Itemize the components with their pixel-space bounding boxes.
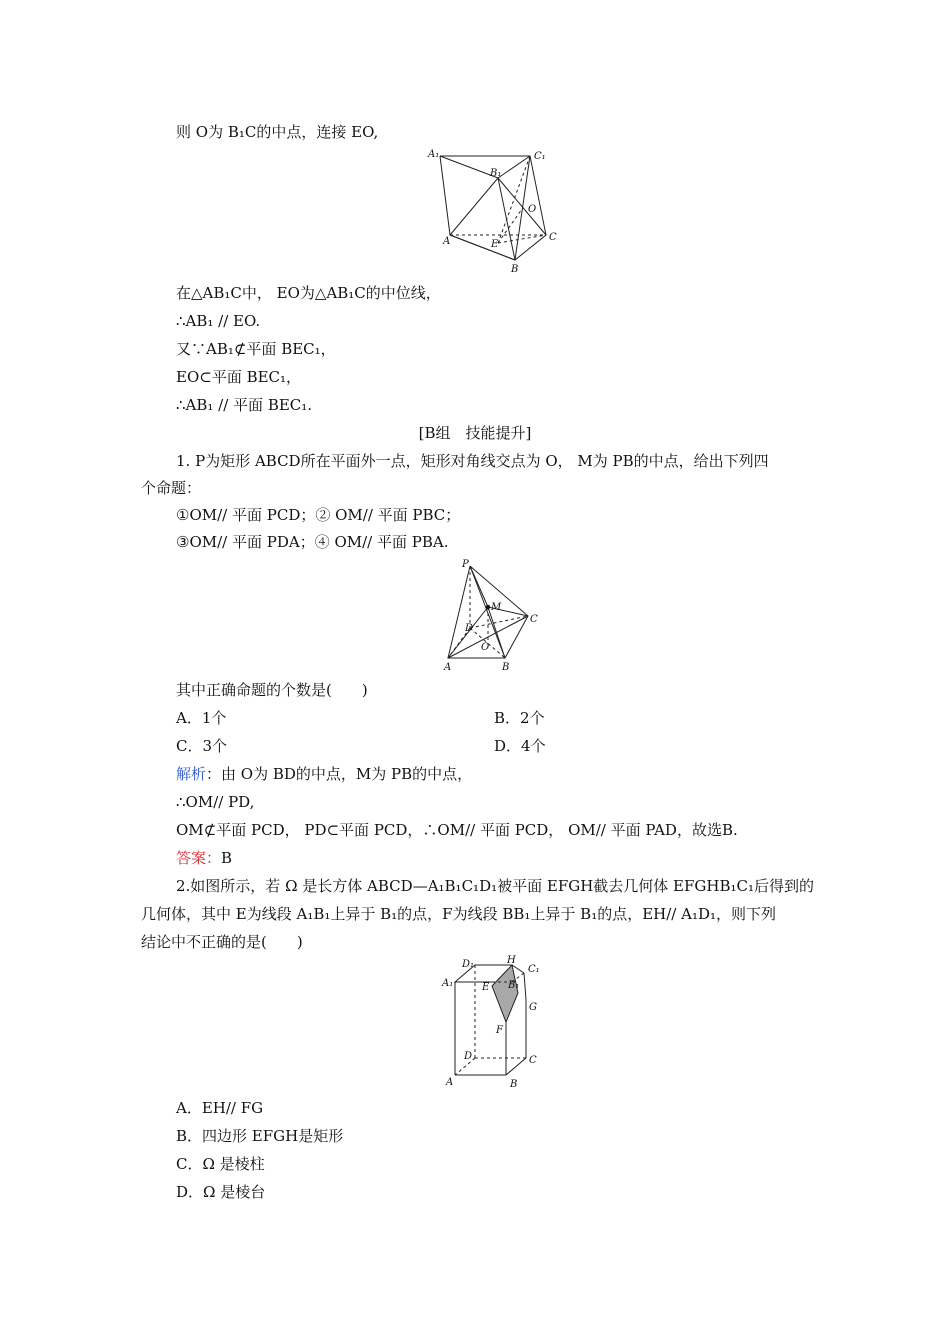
q1-stem-cont: 个命题：: [141, 479, 202, 497]
label-A: A: [444, 662, 452, 673]
label-C1: C₁: [534, 151, 546, 162]
label-C1: C₁: [528, 964, 540, 975]
label-B: B: [510, 1079, 518, 1090]
label-C: C: [529, 1055, 537, 1066]
label-D1: D₁: [462, 959, 475, 970]
label-E: E: [491, 239, 499, 250]
label-B: B: [511, 264, 519, 275]
label-A1: A₁: [442, 978, 454, 989]
label-P: P: [462, 559, 469, 570]
text-line: 又∵AB₁⊄平面 BEC₁，: [176, 340, 336, 358]
text-line: ∴AB₁ // EO.: [176, 312, 261, 330]
q2-stem: 2.如图所示，若 Ω 是长方体 ABCD—A₁B₁C₁D₁被平面 EFGH截去几何体 EFGHB₁C₁后得到的: [176, 877, 815, 895]
answer-value: B: [221, 849, 233, 867]
label-A1: A₁: [428, 149, 440, 160]
q1-props: ③OM// 平面 PDA；④ OM// 平面 PBA.: [176, 533, 449, 551]
text-line: EO⊂平面 BEC₁，: [176, 368, 302, 386]
text-line: 则 O为 B₁C的中点，连接 EO,: [176, 123, 379, 141]
label-D: D: [465, 623, 474, 634]
label-A: A: [443, 236, 451, 247]
q1-option-c: C．3个: [176, 737, 228, 755]
q1-option-d: D．4个: [494, 737, 546, 755]
q2-option-b: B．四边形 EFGH是矩形: [176, 1127, 344, 1145]
analysis-label: 解析: [176, 765, 207, 783]
q1-option-a: A．1个: [176, 709, 227, 727]
text-line: 在△AB₁C中， EO为△AB₁C的中位线，: [176, 284, 441, 302]
label-C: C: [549, 232, 557, 243]
label-O: O: [528, 204, 537, 215]
q1-stem: 1. P为矩形 ABCD所在平面外一点，矩形对角线交点为 O， M为 PB的中点，给出下列四: [176, 452, 769, 470]
label-H: H: [507, 955, 516, 966]
label-B1: B₁: [508, 980, 520, 991]
label-C: C: [530, 614, 538, 625]
label-D: D: [464, 1051, 473, 1062]
section-title: [B组 技能提升]: [418, 424, 532, 442]
label-F: F: [496, 1025, 503, 1036]
label-M: M: [491, 602, 502, 613]
label-O: O: [481, 642, 490, 653]
text-line: ∴AB₁ // 平面 BEC₁.: [176, 396, 313, 414]
q2-stem-cont: 几何体，其中 E为线段 A₁B₁上异于 B₁的点，F为线段 BB₁上异于 B₁的点，EH// A₁D₁，则下列: [141, 905, 777, 923]
label-B1: B₁: [490, 168, 502, 179]
figure-cuboid: [440, 955, 550, 1090]
label-B: B: [502, 662, 510, 673]
figure-pyramid: [440, 558, 550, 676]
label-A: A: [446, 1077, 454, 1088]
q2-stem-cont: 结论中不正确的是( ): [141, 933, 303, 951]
label-E: E: [482, 982, 490, 993]
analysis-text: ：由 O为 BD的中点，M为 PB的中点，: [206, 765, 473, 783]
q1-analysis-line3: OM⊄平面 PCD， PD⊂平面 PCD，∴OM// 平面 PCD， OM// 平面 PAD，故选B.: [176, 821, 738, 839]
q1-props: ①OM// 平面 PCD；② OM// 平面 PBC；: [176, 506, 461, 524]
q1-analysis: [176, 764, 472, 784]
q1-question: 其中正确命题的个数是( ): [176, 681, 368, 699]
q1-answer: [176, 848, 232, 868]
figure-prism-1: [420, 148, 560, 278]
q2-option-c: C．Ω 是棱柱: [176, 1155, 265, 1173]
q1-option-b: B．2个: [494, 709, 545, 727]
q2-option-a: A．EH// FG: [176, 1099, 264, 1117]
q1-analysis-line2: ∴OM// PD,: [176, 793, 255, 811]
label-G: G: [529, 1002, 537, 1013]
answer-label: 答案：: [176, 849, 222, 867]
q2-option-d: D．Ω 是棱台: [176, 1183, 266, 1201]
point-M: [486, 605, 490, 609]
